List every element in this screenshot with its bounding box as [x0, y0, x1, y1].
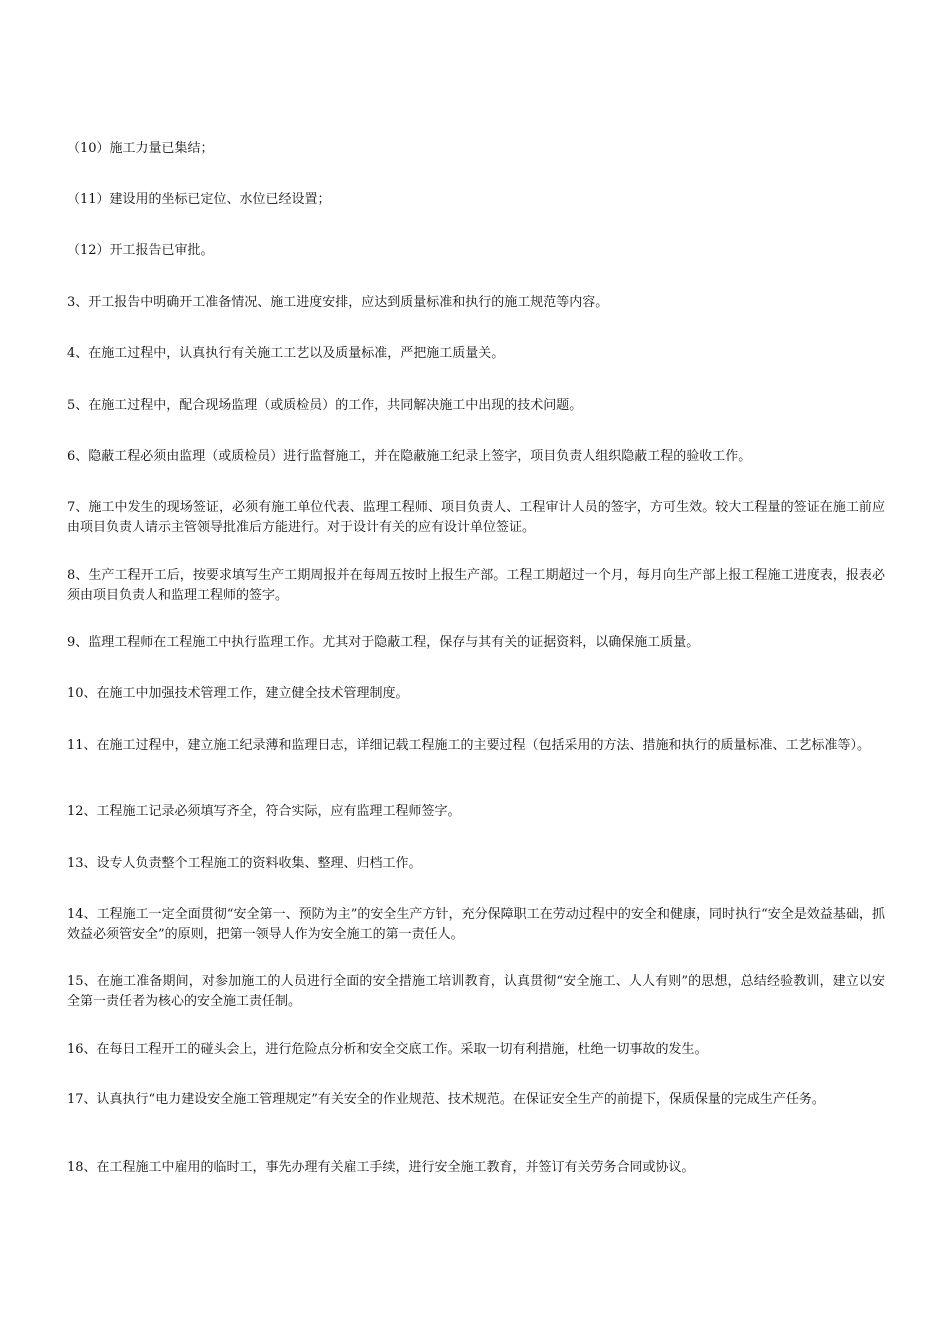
paragraph-13: 13、设专人负责整个工程施工的资料收集、整理、归档工作。	[67, 856, 422, 871]
paragraph-item-12: （12）开工报告已审批。	[67, 243, 214, 258]
paragraph-8: 8、生产工程开工后，按要求填写生产工期周报并在每周五按时上报生产部。工程工期超过一个月，每月向生产部上报工程施工进度表，报表必须由项目负责人和监理工程师的签字。	[67, 568, 885, 603]
paragraph-18: 18、在工程施工中雇用的临时工，事先办理有关雇工手续，进行安全施工教育，并签订有关劳务合同或协议。	[67, 1160, 695, 1175]
paragraph-6: 6、隐蔽工程必须由监理（或质检员）进行监督施工，并在隐蔽施工纪录上签字，项目负责人组织隐蔽工程的验收工作。	[67, 449, 752, 464]
paragraph-12: 12、工程施工记录必须填写齐全，符合实际，应有监理工程师签字。	[67, 804, 461, 819]
paragraph-16: 16、在每日工程开工的碰头会上，进行危险点分析和安全交底工作。采取一切有利措施，杜绝一切事故的发生。	[67, 1042, 708, 1057]
paragraph-item-11: （11）建设用的坐标已定位、水位已经设置；	[67, 192, 331, 207]
paragraph-item-10: （10）施工力量已集结；	[67, 141, 214, 156]
paragraph-10: 10、在施工中加强技术管理工作，建立健全技术管理制度。	[67, 686, 409, 701]
paragraph-3: 3、开工报告中明确开工准备情况、施工进度安排，应达到质量标准和执行的施工规范等内容。	[67, 295, 609, 310]
paragraph-7: 7、施工中发生的现场签证，必须有施工单位代表、监理工程师、项目负责人、工程审计人员的签字，方可生效。较大工程量的签证在施工前应由项目负责人请示主管领导批准后方能进行。对于设计有关的应有设计单位签证。	[67, 500, 885, 535]
paragraph-14: 14、工程施工一定全面贯彻“安全第一、预防为主”的安全生产方针，充分保障职工在劳动过程中的安全和健康，同时执行“安全是效益基础，抓效益必须管安全”的原则，把第一领导人作为安全施工的第一责任人。	[67, 907, 885, 942]
paragraph-4: 4、在施工过程中，认真执行有关施工工艺以及质量标准，严把施工质量关。	[67, 346, 505, 361]
paragraph-5: 5、在施工过程中，配合现场监理（或质检员）的工作，共同解决施工中出现的技术问题。	[67, 398, 583, 413]
paragraph-9: 9、监理工程师在工程施工中执行监理工作。尤其对于隐蔽工程，保存与其有关的证据资料，以确保施工质量。	[67, 635, 700, 650]
paragraph-15: 15、在施工准备期间，对参加施工的人员进行全面的安全措施工培训教育，认真贯彻“安全施工、人人有则”的思想，总结经验教训，建立以安全第一责任者为核心的安全施工责任制。	[67, 974, 885, 1009]
paragraph-17: 17、认真执行“电力建设安全施工管理规定”有关安全的作业规范、技术规范。在保证安全生产的前提下，保质保量的完成生产任务。	[67, 1092, 825, 1107]
paragraph-11: 11、在施工过程中，建立施工纪录薄和监理日志，详细记载工程施工的主要过程（包括采用的方法、措施和执行的质量标准、工艺标准等）。	[67, 738, 871, 753]
